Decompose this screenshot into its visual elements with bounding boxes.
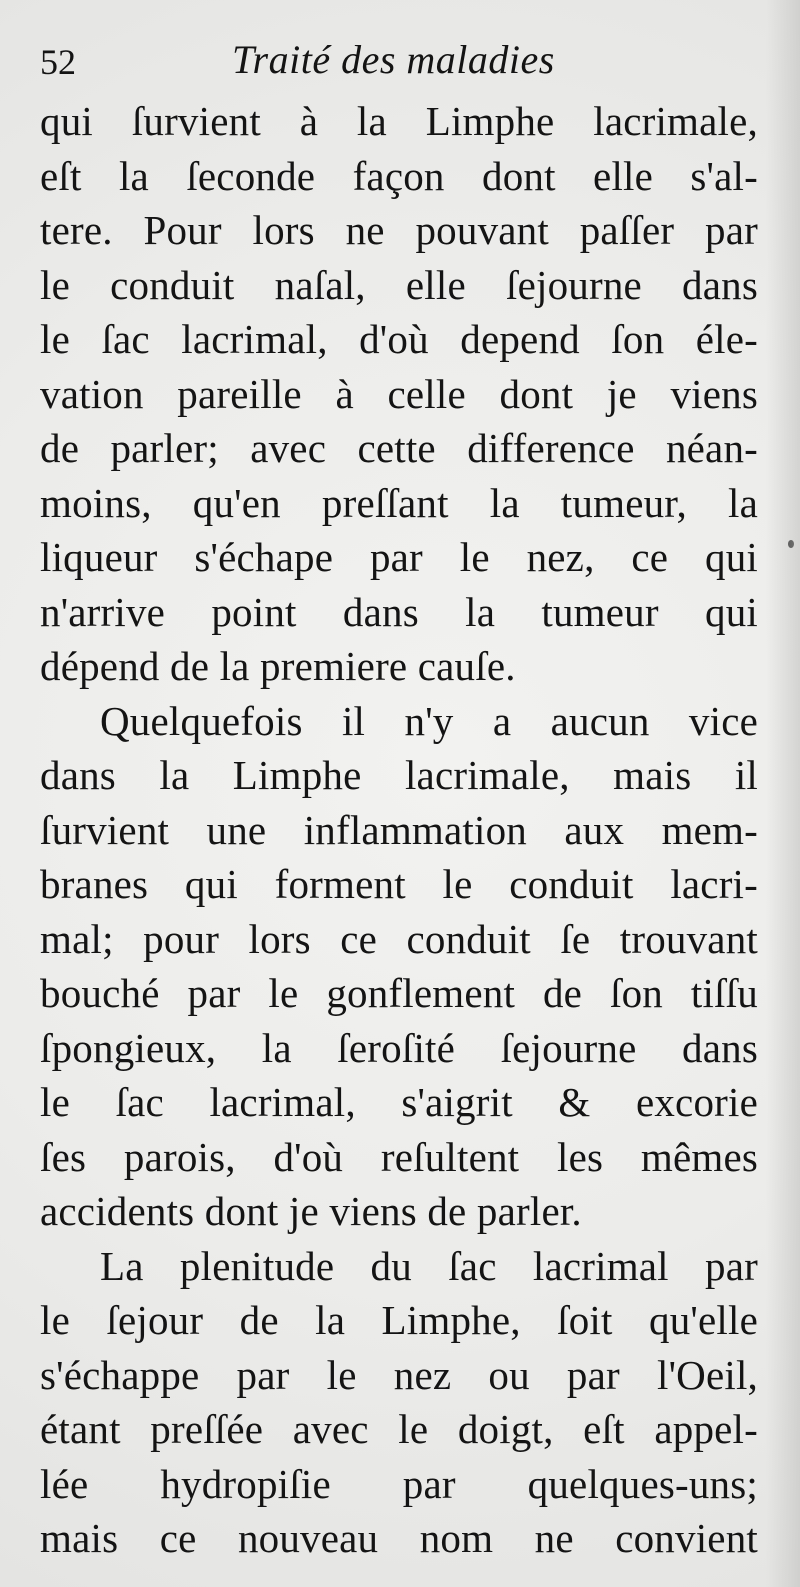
text-line: s'échappe par le nez ou par l'Oeil, — [40, 1351, 758, 1398]
text-line: eſt la ſeconde façon dont elle s'al- — [40, 152, 758, 199]
text-line: le conduit naſal, elle ſejourne dans — [40, 261, 758, 308]
text-line: liqueur s'échape par le nez, ce qui — [40, 534, 758, 580]
text-line: ſes parois, d'où reſultent les mêmes — [40, 1133, 758, 1180]
text-line: branes qui forment le conduit lacri- — [40, 861, 758, 907]
text-line: vation pareille à celle dont je viens — [40, 370, 758, 417]
text-line: moins, qu'en preſſant la tumeur, la — [40, 479, 758, 526]
text-line: La plenitude du ſac lacrimal par — [100, 1242, 758, 1289]
text-line: mal; pour lors ce conduit ſe trouvant — [40, 915, 758, 962]
text-line: dépend de la premiere cauſe. — [40, 643, 516, 689]
page-number: 52 — [40, 42, 76, 82]
text-line: étant preſſée avec le doigt, eſt appel- — [40, 1406, 758, 1452]
text-line: bouché par le gonflement de ſon tiſſu — [40, 970, 758, 1016]
text-line: tere. Pour lors ne pouvant paſſer par — [40, 207, 758, 253]
text-line: le ſac lacrimal, d'où depend ſon éle- — [40, 316, 758, 362]
text-line: qui ſurvient à la Limphe lacrimale, — [40, 98, 758, 144]
text-line: Quelquefois il n'y a aucun vice — [100, 697, 758, 744]
text-line: ſpongieux, la ſeroſité ſejourne dans — [40, 1024, 758, 1071]
text-line: n'arrive point dans la tumeur qui — [40, 588, 758, 635]
text-line: le ſejour de la Limphe, ſoit qu'elle — [40, 1297, 758, 1343]
text-line: de parler; avec cette difference néan- — [40, 425, 758, 471]
text-line: dans la Limphe lacrimale, mais il — [40, 752, 758, 798]
running-head — [40, 38, 760, 88]
body-text — [40, 94, 758, 1566]
text-line: lée hydropiſie par quelques-uns; — [40, 1460, 758, 1507]
running-title: Traité des maladies — [232, 37, 555, 82]
text-line: le ſac lacrimal, s'aigrit & excorie — [40, 1079, 758, 1125]
text-line: accidents dont je viens de parler. — [40, 1188, 582, 1234]
text-line: mais ce nouveau nom ne convient — [40, 1515, 758, 1561]
ink-speck — [788, 540, 794, 548]
text-line: ſurvient une inflammation aux mem- — [40, 806, 758, 853]
